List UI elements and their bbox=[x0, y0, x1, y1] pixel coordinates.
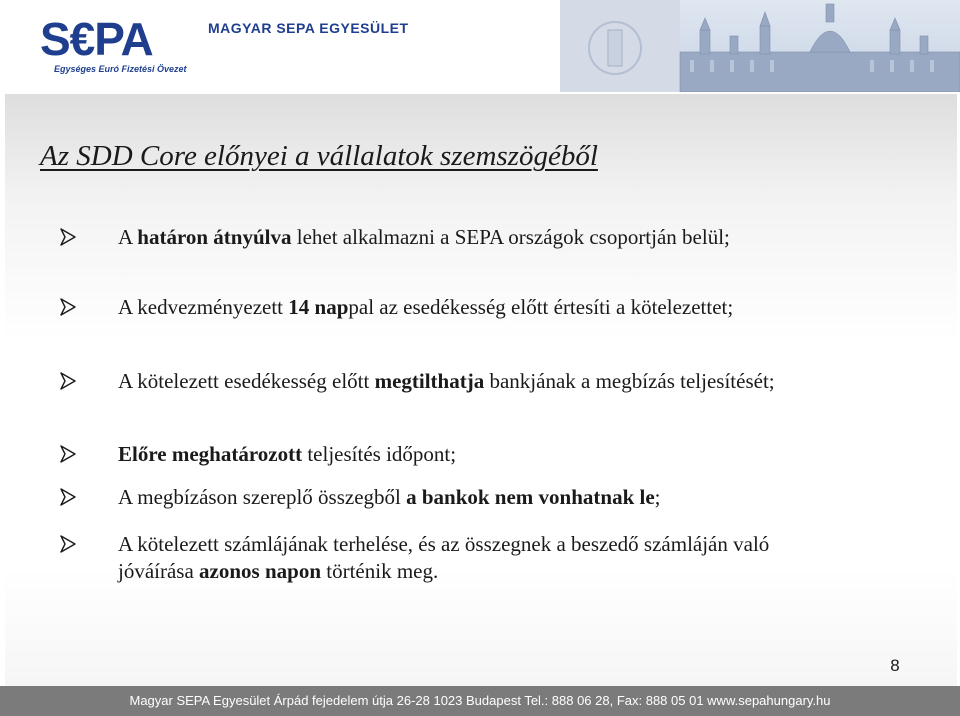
logo-subtitle: Egységes Euró Fizetési Övezet bbox=[54, 64, 187, 74]
bullet-text-segment: teljesítés időpont; bbox=[302, 442, 457, 466]
bullet-text-segment: pal az esedékesség előtt értesíti a kötelezettet; bbox=[348, 295, 734, 319]
bullet-text bbox=[118, 294, 838, 321]
bullet-text-segment: A kötelezett esedékesség előtt bbox=[118, 369, 375, 393]
arrowhead-bullet-icon bbox=[60, 535, 76, 553]
footer-bar: Magyar SEPA Egyesület Árpád fejedelem útja 26-28 1023 Budapest Tel.: 888 06 28, Fax: 888 05 01 www.sepahungary.hu bbox=[0, 686, 960, 716]
arrowhead-bullet-icon bbox=[60, 228, 76, 246]
arrowhead-bullet-icon bbox=[60, 298, 76, 316]
bullet-text bbox=[118, 224, 838, 251]
arrowhead-bullet-icon bbox=[60, 372, 76, 390]
bullet-text bbox=[118, 368, 838, 395]
header bbox=[0, 0, 960, 92]
bullet-text-segment: lehet alkalmazni a SEPA országok csoportján belül; bbox=[291, 225, 730, 249]
org-name: MAGYAR SEPA EGYESÜLET bbox=[208, 20, 409, 36]
bullet-text-emphasis: Előre meghatározott bbox=[118, 442, 303, 466]
bullet-text-emphasis: azonos napon bbox=[199, 559, 322, 583]
bullet-text-segment: A kötelezett számlájának terhelése, és az összegnek a beszedő számláján való jóváírása bbox=[118, 532, 770, 583]
bullet-text-segment: A megbízáson szereplő összegből bbox=[118, 485, 407, 509]
sepa-logo bbox=[40, 14, 200, 74]
bullet-text-emphasis: a bankok nem vonhatnak le bbox=[406, 485, 655, 509]
bullet-text bbox=[118, 484, 838, 511]
bullet-text-segment: bankjának a megbízás teljesítését; bbox=[484, 369, 775, 393]
bullet-text bbox=[118, 531, 838, 585]
bullet-text-segment: A bbox=[118, 225, 138, 249]
bullet-text-segment: történik meg. bbox=[321, 559, 439, 583]
bullet-text-emphasis: határon átnyúlva bbox=[137, 225, 292, 249]
bullet-text-segment: A kedvezményezett bbox=[118, 295, 289, 319]
bullet-text bbox=[118, 441, 838, 468]
arrowhead-bullet-icon bbox=[60, 445, 76, 463]
arrowhead-bullet-icon bbox=[60, 488, 76, 506]
bullet-text-emphasis: 14 nap bbox=[288, 295, 349, 319]
page-number: 8 bbox=[890, 656, 900, 675]
logo-wordmark: S€PA bbox=[40, 13, 153, 65]
bullet-text-emphasis: megtilthatja bbox=[374, 369, 485, 393]
parliament-skyline-image bbox=[560, 0, 960, 92]
slide-title: Az SDD Core előnyei a vállalatok szemszögéből bbox=[40, 140, 598, 172]
bullet-text-segment: ; bbox=[654, 485, 661, 509]
